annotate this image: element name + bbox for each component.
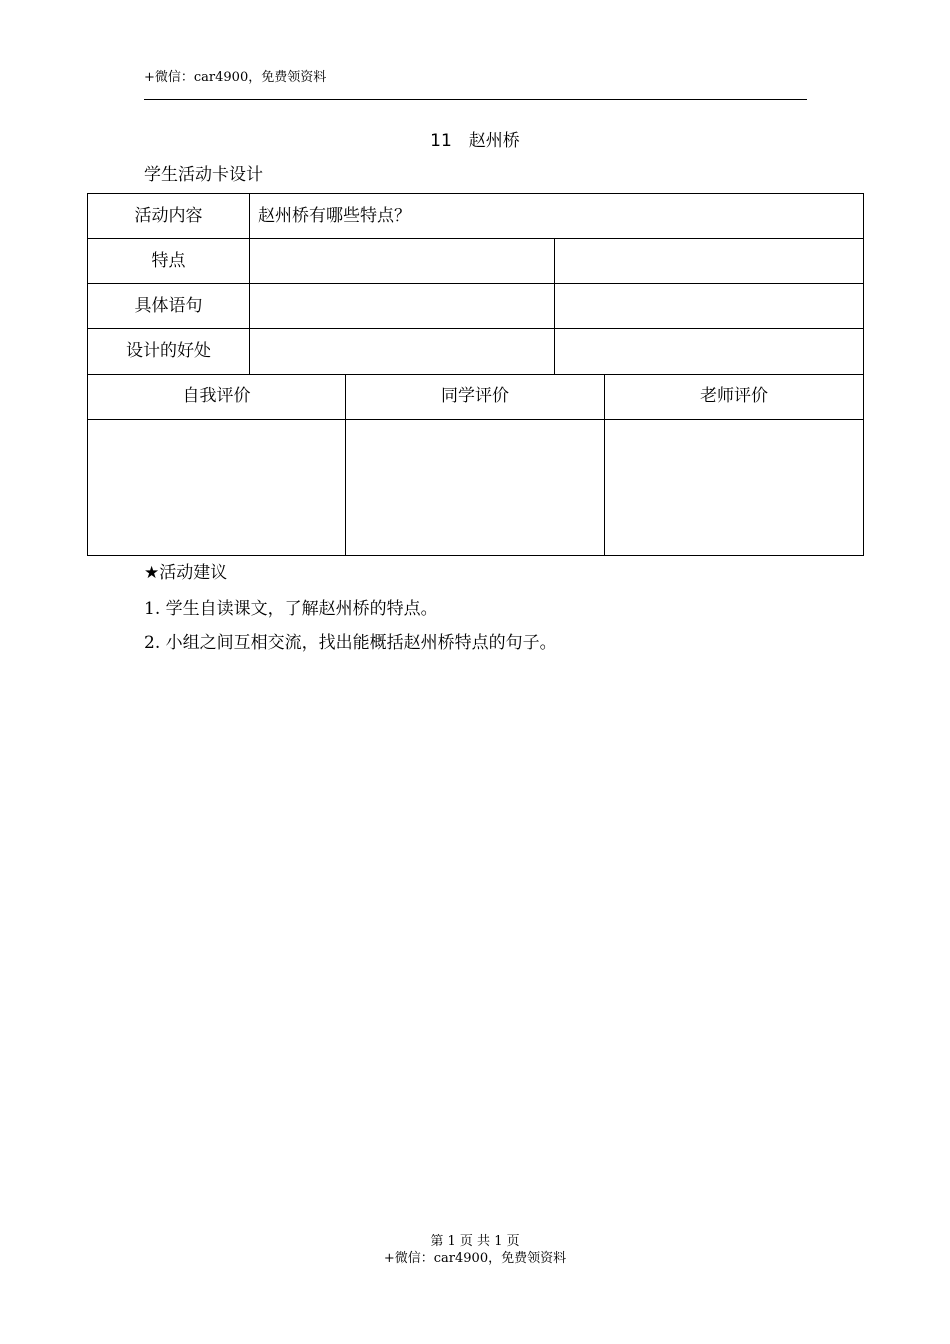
header-note: +微信：car4900，免费领资料	[144, 70, 327, 85]
activity-label: 活动内容	[134, 206, 203, 226]
cell-sentence-2[interactable]	[554, 283, 864, 329]
row-label-sentence: 具体语句	[134, 296, 203, 316]
section-subtitle: 学生活动卡设计	[144, 165, 263, 185]
peer-eval-header: 同学评价	[441, 386, 509, 406]
cell-peer-eval[interactable]	[345, 419, 605, 556]
cell-feature-2[interactable]	[554, 238, 864, 284]
header-rule	[144, 99, 807, 100]
cell-feature-1[interactable]	[249, 238, 555, 284]
suggestion-item-1: 1. 学生自读课文，了解赵州桥的特点。	[144, 599, 438, 619]
self-eval-header: 自我评价	[182, 386, 251, 406]
footer-page-number: 第 1 页 共 1 页	[430, 1234, 520, 1249]
suggestion-item-2: 2. 小组之间互相交流，找出能概括赵州桥特点的句子。	[144, 633, 557, 653]
footer-note: +微信：car4900，免费领资料	[383, 1251, 567, 1266]
cell-sentence-1[interactable]	[249, 283, 555, 329]
row-label-benefit: 设计的好处	[126, 341, 211, 361]
cell-benefit-2[interactable]	[554, 328, 864, 375]
row-label-feature: 特点	[151, 251, 186, 271]
cell-self-eval[interactable]	[87, 419, 346, 556]
teacher-eval-header: 老师评价	[700, 386, 768, 406]
suggestions-title: ★活动建议	[144, 563, 228, 583]
cell-benefit-1[interactable]	[249, 328, 555, 375]
activity-content: 赵州桥有哪些特点？	[258, 206, 411, 226]
cell-teacher-eval[interactable]	[604, 419, 864, 556]
document-title: 11 赵州桥	[430, 131, 520, 151]
